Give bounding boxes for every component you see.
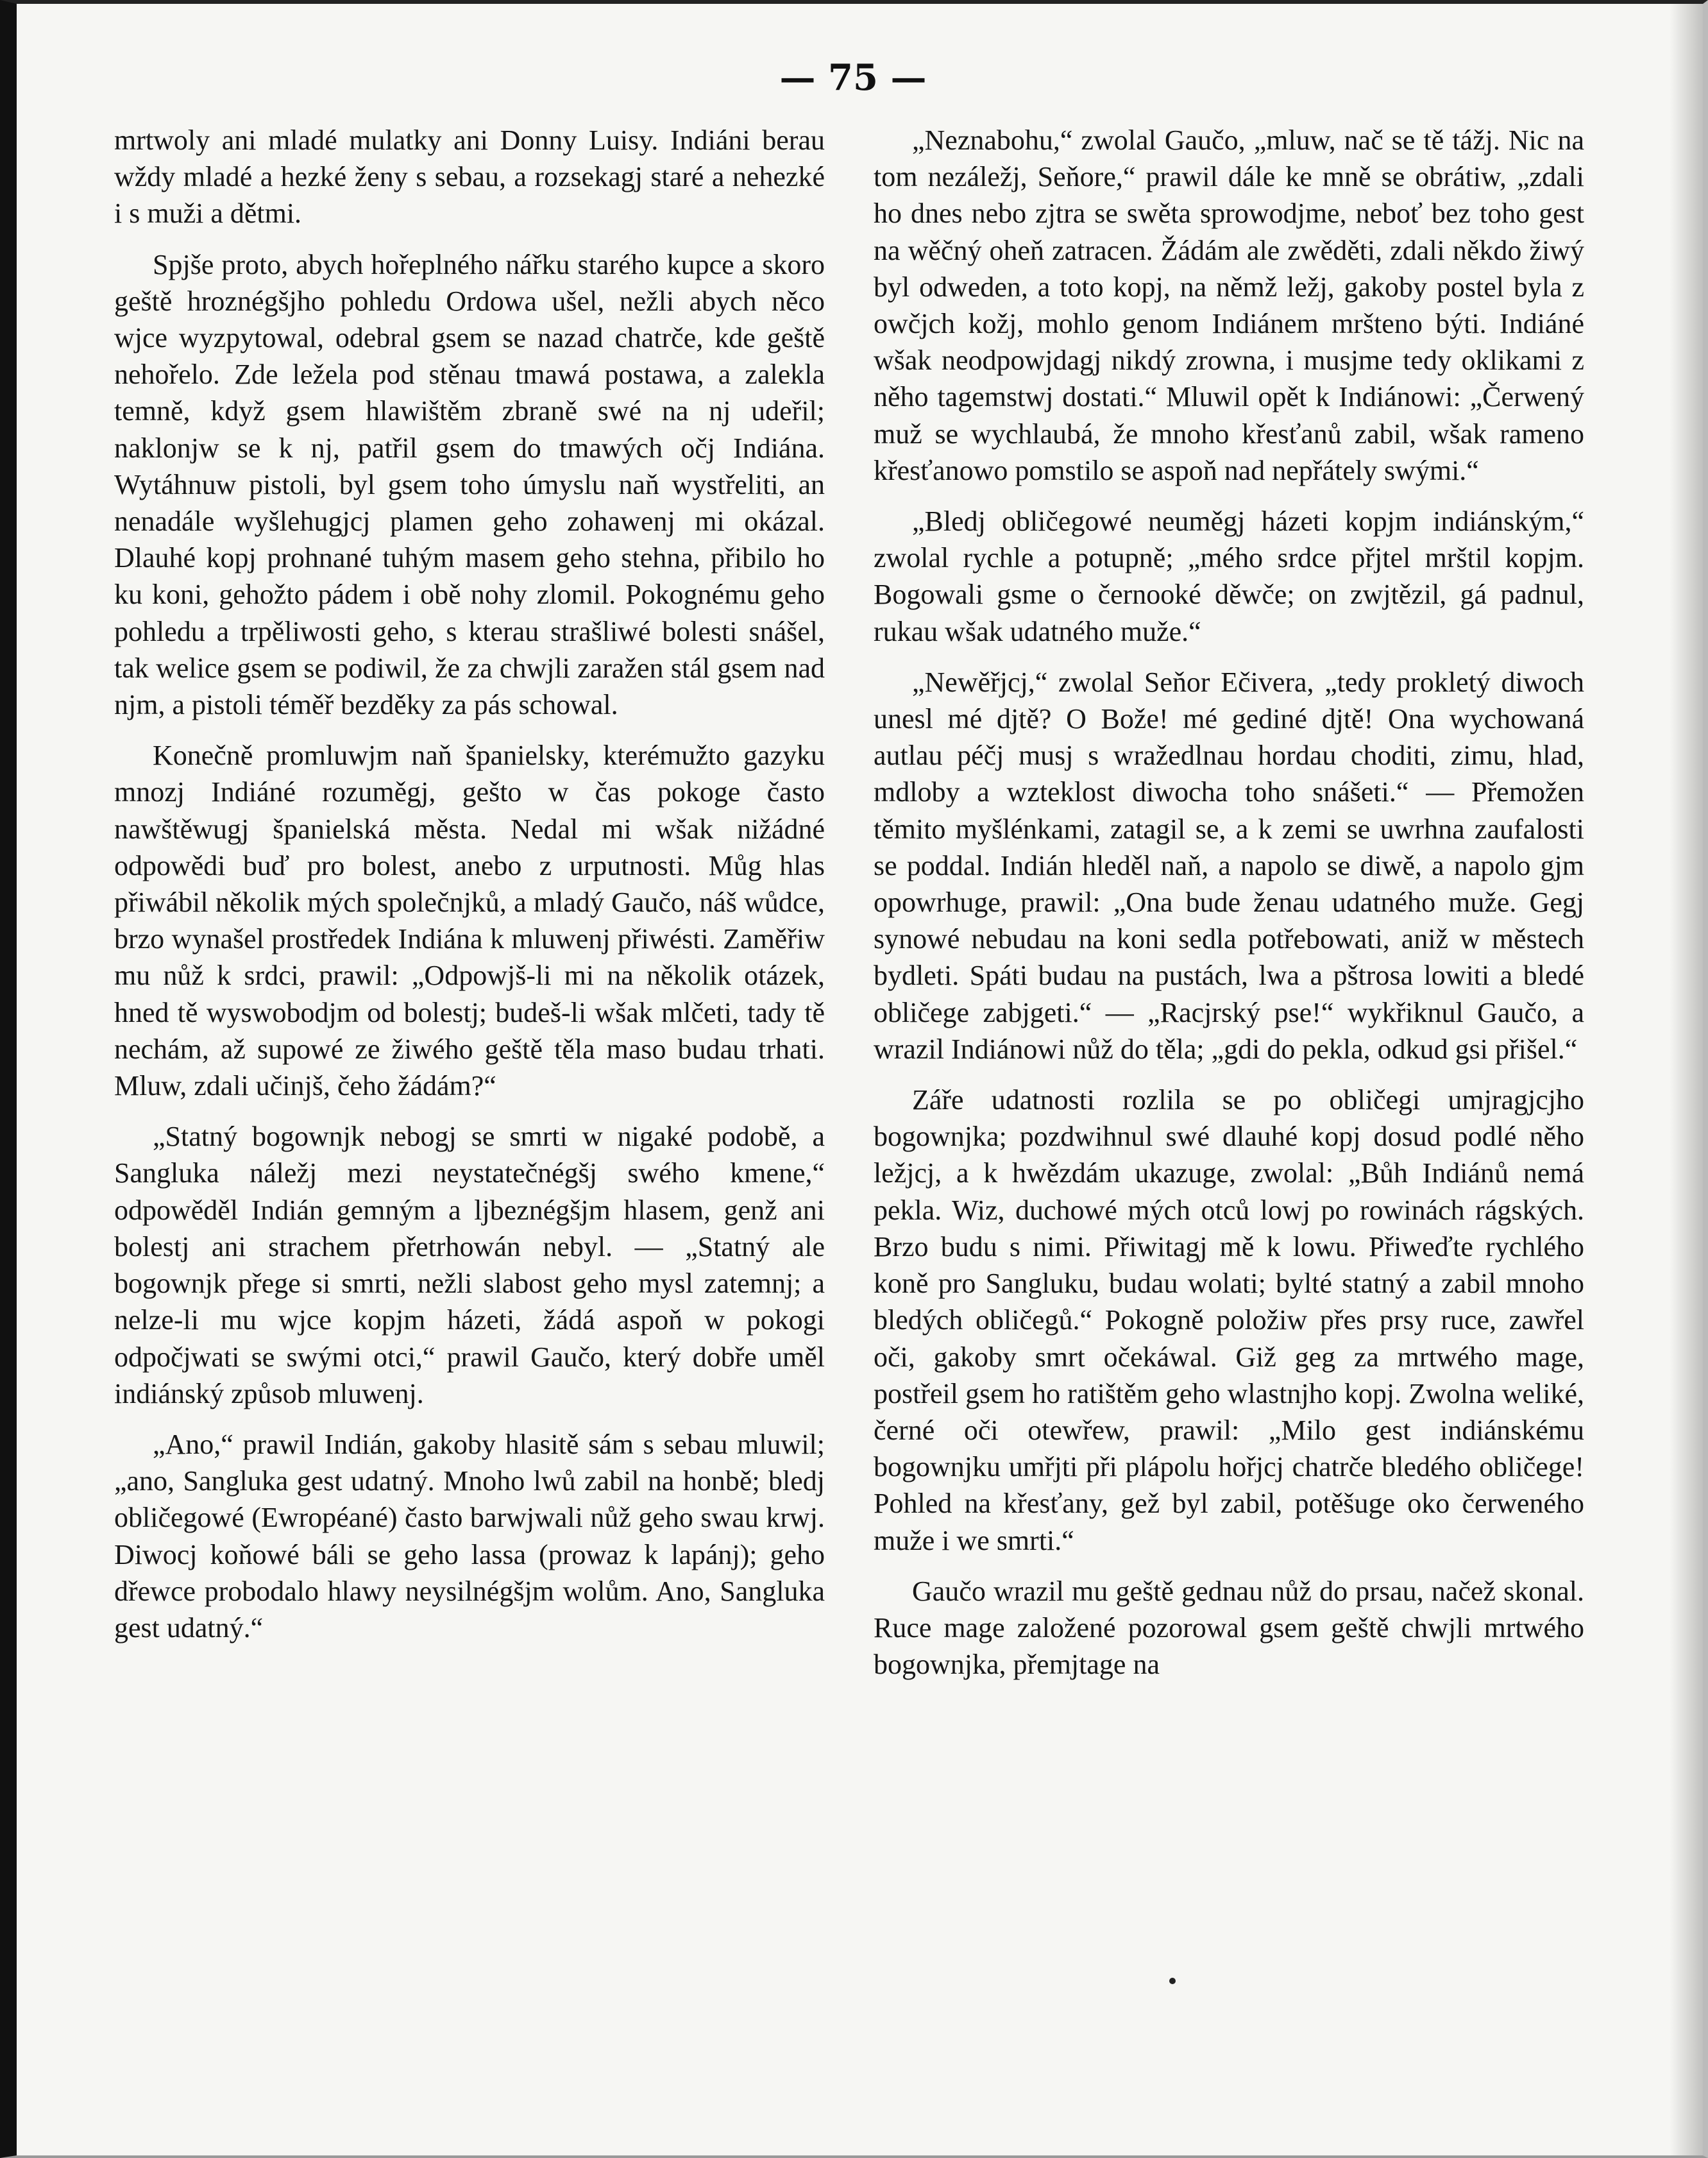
paragraph: „Statný bogownjk nebogj se smrti w nigaké podobě, a Sangluka náležj mezi neystatečnégšj swého kmene,“ odpowěděl Indián gemným a ljbeznégšjm hlasem, genž ani bolestj ani strachem přetrhowán nebyl. — „Statný ale bogownjk přege si smrti, nežli slabost geho mysl zatemnj; a nelze-li mu wjce kopjm házeti, žádá aspoň w pokogi odpočjwati se swými otci,“ prawil Gaučo, který dobře uměl indiánský způsob mluwenj. <box>114 1121 825 1409</box>
paragraph: Záře udatnosti rozlila se po obličegi umjragjcjho bogownjka; pozdwihnul swé dlauhé kopj dosud podlé něho ležjcj, a k hwězdám ukazuge, zwolal: „Bůh Indiánů nemá pekla. Wiz, duchowé mých otců lowj po rowinách rágských. Brzo budu s nimi. Přiwitagj mě k lowu. Přiweďte rychlého koně pro Sangluku, budau wolati; bylté statný a zabil mnoho bledých obličegů.“ Pokogně položiw přes prsy ruce, zawřel oči, gakoby smrt očekáwal. Giž geg za mrtwého mage, postřeil gsem ho ratištěm geho wlastnjho kopj. Zwolna weliké, černé oči otewřew, prawil: „Milo gest indiánskému bogownjku umřjti při plápolu hořjcj chatrče bledého obličege! Pohled na křesťany, gež byl zabil, potěšuge oko čerweného muže i we smrti.“ <box>874 1084 1584 1556</box>
paragraph: Konečně promluwjm naň španielsky, kterémužto gazyku mnozj Indiáné rozuměgj, gešto w čas pokoge často nawštěwugj španielská města. Nedal mi wšak nižádné odpowědi buď pro bolest, anebo z urputnosti. Můg hlas přiwábil několik mých společnjků, a mladý Gaučo, náš wůdce, brzo wynašel prostředek Indiána k mluwenj přiwésti. Zaměřiw mu nůž k srdci, prawil: „Odpowjš-li mi na několik otázek, hned tě wyswobodjm od bolestj; budeš-li wšak mlčeti, tady tě nechám, až supowé ze žiwého geště těla maso budau trhati. Mluw, zdali učinjš, čeho žádám?“ <box>114 740 825 1102</box>
page-number: — 75 — <box>779 56 927 99</box>
paragraph: Spjše proto, abych hořeplného nářku starého kupce a skoro geště hroznégšjho pohledu Ordowa ušel, nežli abych něco wjce wyzpytowal, odebral gsem se nazad chatrče, kde geště nehořelo. Zde ležela pod stěnau tmawá postawa, a zalekla temně, když gsem hlawištěm zbraně swé na nj udeřil; naklonjw se k nj, patřil gsem do tmawých očj Indiána. Wytáhnuw pistoli, byl gsem toho úmyslu naň wystřeliti, an nenadále wyšlehugjcj plamen geho zohawenj mi okázal. Dlauhé kopj prohnané tuhým masem geho stehna, přibilo ho ku koni, gehožto pádem i obě nohy zlomil. Pokognému geho pohledu a trpěliwosti geho, s kterau strašliwé bolesti snášel, tak welice gsem se podiwil, že za chwjli zaražen stál gsem nad njm, a pistoli téměř bezděky za pás schowal. <box>114 248 825 721</box>
scan-shadow <box>1670 0 1708 2158</box>
left-column <box>114 122 825 1995</box>
ink-dot <box>1169 1978 1176 1984</box>
right-column <box>874 122 1584 1995</box>
paragraph: „Newěřjcj,“ zwolal Seňor Ečivera, „tedy prokletý diwoch unesl mé djtě? O Bože! mé gediné djtě! Ona wychowaná autlau péčj musj s wražedlnau hordau choditi, zimu, hlad, mdloby a wzteklost diwocha toho snášeti.“ — Přemožen těmito myšlénkami, zatagil se, a k zemi se uwrhna zaufalosti se poddal. Indián hleděl naň, a napolo se diwě, a napolo gjm opowrhuge, prawil: „Ona bude ženau udatného muže. Gegj synowé nebudau na koni sedla potřebowati, aniž w městech bydleti. Spáti budau na pustách, lwa a pštrosa lowiti a bledé obličege zabjgeti.“ — „Racjrský pse!“ wykřiknul Gaučo, a wrazil Indiánowi nůž do těla; „gdi do pekla, odkud gsi přišel.“ <box>874 666 1584 1065</box>
paragraph: „Neznabohu,“ zwolal Gaučo, „mluw, nač se tě tážj. Nic na tom nezáležj, Seňore,“ prawil dále ke mně se obrátiw, „zdali ho dnes nebo zjtra se swěta sprowodjme, neboť bez toho gest na wěčný oheň zatracen. Žádám ale zwěděti, zdali někdo žiwý byl odweden, a toto kopj, na němž ležj, gakoby postel byla z owčjch kožj, mohlo genom Indiánem mršteno býti. Indiáné wšak neodpowjdagj nikdý zrowna, i musjme tedy oklikami z něho tagemstwj dostati.“ Mluwil opět k Indiánowi: „Čerwený muž se wychlaubá, že mnoho křesťanů zabil, wšak rameno křesťanowo pomstilo se aspoň nad nepřátely swými.“ <box>874 124 1584 486</box>
paragraph: mrtwoly ani mladé mulatky ani Donny Luisy. Indiáni berau wždy mladé a hezké ženy s sebau, a rozsekagj staré a nehezké i s muži a dětmi. <box>114 124 825 230</box>
paragraph: „Bledj obličegowé neuměgj házeti kopjm indiánským,“ zwolal rychle a potupně; „mého srdce přjtel mrštil kopjm. Bogowali gsme o černooké děwče; on zwjtězil, gá padnul, rukau wšak udatného muže.“ <box>874 506 1584 647</box>
paragraph: Gaučo wrazil mu geště gednau nůž do prsau, načež skonal. Ruce mage založené pozorowal gsem geště chwjli mrtwého bogownjka, přemjtage na <box>874 1575 1584 1681</box>
paragraph: „Ano,“ prawil Indián, gakoby hlasitě sám s sebau mluwil; „ano, Sangluka gest udatný. Mnoho lwů zabil na honbě; bledj obličegowé (Ewropéané) často barwjwali nůž geho swau krwj. Diwocj koňowé báli se geho lassa (prowaz k lapánj); geho dřewce probodalo hlawy neysilnégšjm wolům. Ano, Sangluka gest udatný.“ <box>114 1428 825 1644</box>
